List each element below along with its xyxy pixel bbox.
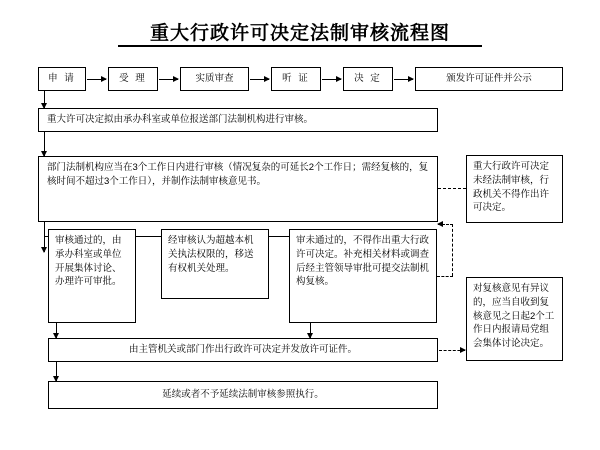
node-not-passed[interactable]: 审未通过的，不得作出重大行政许可决定。补充相关材料或调查后经主管领导审批可提交法制机构复核。	[289, 229, 437, 323]
node-submit-review[interactable]: 重大许可决定拟由承办科室或单位报送部门法制机构进行审核。	[38, 108, 438, 132]
node-substantive-review[interactable]: 实质审查	[180, 67, 249, 91]
arrow-to-passed	[44, 236, 45, 252]
arrow-final-to-extension	[56, 362, 57, 381]
arrow-submit-to-legal	[44, 132, 45, 156]
arrow-apply-to-accept	[87, 79, 106, 80]
branch-drop-left	[44, 222, 45, 236]
arrow-decision-to-issue	[394, 79, 413, 80]
node-final-decision[interactable]: 由主管机关或部门作出行政许可决定并发放许可证件。	[48, 338, 438, 362]
node-issue-license[interactable]: 颁发许可证件并公示	[415, 67, 563, 91]
arrow-apply-down	[44, 91, 45, 108]
arrow-passed-to-final	[56, 323, 57, 338]
node-passed[interactable]: 审核通过的，由承办科室或单位开展集体讨论、办理许可审批。	[48, 229, 136, 323]
arrow-notpassed-to-final	[310, 323, 311, 338]
dash-legal-to-note	[438, 188, 466, 189]
arrow-substantive-to-hearing	[250, 79, 269, 80]
node-accept[interactable]: 受 理	[108, 67, 158, 91]
node-beyond-authority[interactable]: 经审核认为超越本机关执法权限的，移送有权机关处理。	[161, 229, 269, 299]
arrow-hearing-to-decision	[322, 79, 341, 80]
dash-notpassed-right	[437, 276, 453, 277]
title-underline	[118, 45, 482, 47]
node-objection-note[interactable]: 对复核意见有异议的，应当自收到复核意见之日起2个工作日内报请局党组会集体讨论决定。	[466, 277, 563, 361]
node-apply[interactable]: 申 请	[38, 67, 86, 91]
arrow-accept-to-substantive	[159, 79, 178, 80]
dash-final-to-objection	[439, 350, 465, 351]
node-extension[interactable]: 延续或者不予延续法制审核参照执行。	[48, 381, 438, 409]
dash-back-to-legal	[438, 224, 453, 225]
node-decision[interactable]: 决 定	[343, 67, 393, 91]
dash-notpassed-up	[452, 224, 453, 276]
node-legal-org-review[interactable]: 部门法制机构应当在3个工作日内进行审核（情况复杂的可延长2个工作日；需经复核的，复核时间不超过3个工作日），并制作法制审核意见书。	[38, 156, 438, 222]
node-not-reviewed-note[interactable]: 重大行政许可决定未经法制审核，行政机关不得作出许可决定。	[466, 155, 563, 223]
node-hearing[interactable]: 听 证	[271, 67, 321, 91]
page-title: 重大行政许可决定法制审核流程图	[149, 23, 450, 44]
